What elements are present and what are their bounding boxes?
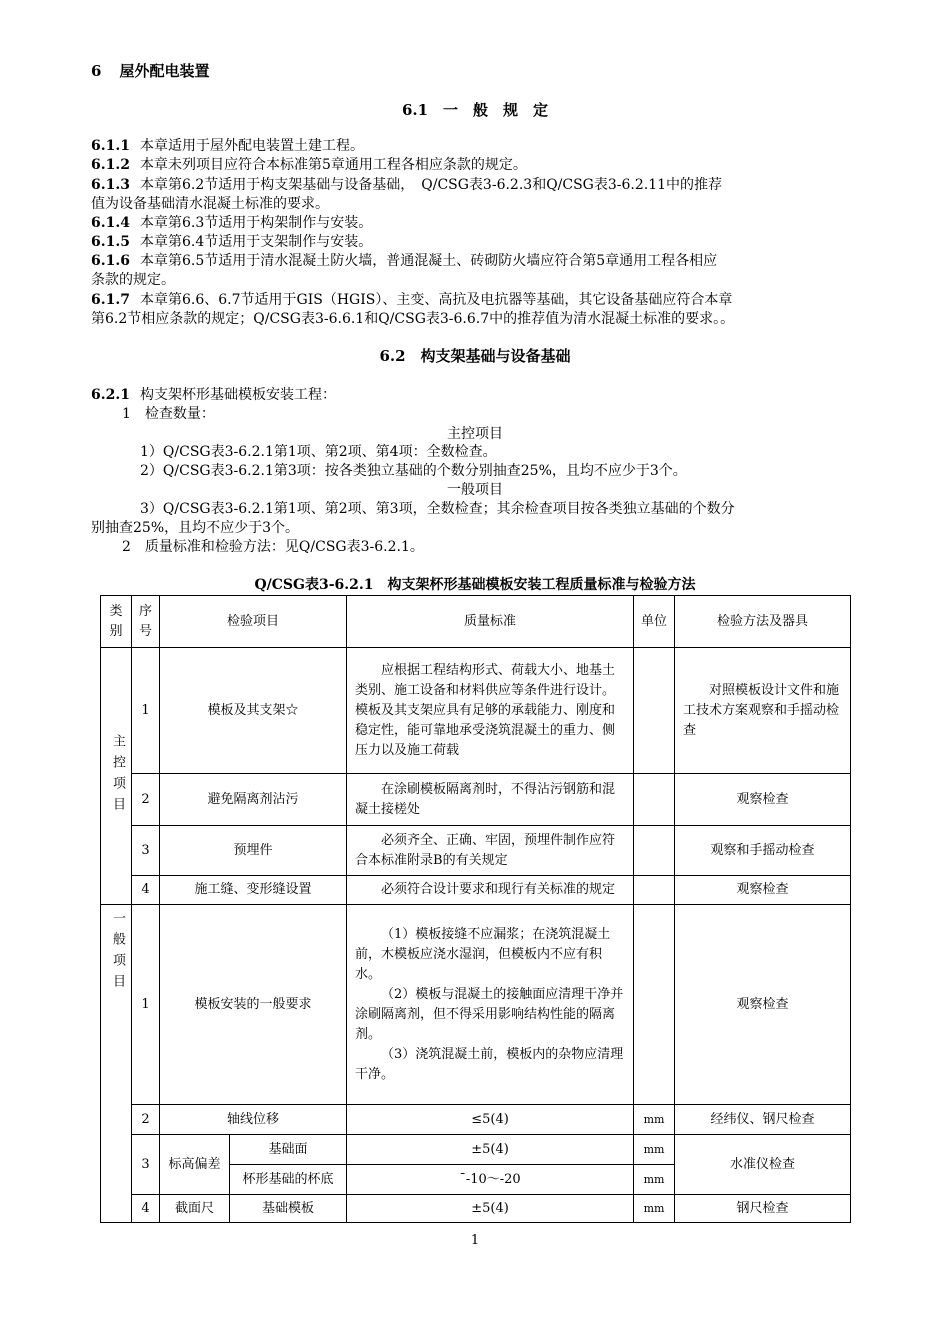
main-item-2: 2）Q/CSG表3-6.2.1第3项：按各类独立基础的个数分别抽查25%，且均不应少于3个。: [140, 463, 687, 479]
main-item-1: 1）Q/CSG表3-6.2.1第1项、第2项、第4项：全数检查。: [140, 444, 497, 460]
clause-number: 6.2.1: [91, 387, 130, 403]
row-seq: 1: [132, 905, 160, 1105]
clause-number: 6.1.6: [91, 253, 130, 269]
row-item: 截面尺: [160, 1195, 230, 1223]
clause-text: 本章未列项目应符合本标准第5章通用工程各相应条款的规定。: [139, 157, 527, 173]
table-header-row: [101, 596, 851, 648]
header-unit: 单位: [634, 596, 675, 648]
clause-6-1-1: [91, 137, 859, 155]
clause-text: 本章适用于屋外配电装置土建工程。: [139, 138, 364, 154]
clause-6-1-3: [91, 176, 859, 194]
quality-standard-note: 2 质量标准和检验方法：见Q/CSG表3-6.2.1。: [122, 539, 424, 555]
clause-6-1-7: [91, 291, 859, 309]
clause-text: 本章第6.3节适用于构架制作与安装。: [139, 215, 373, 231]
quality-standard-table: [100, 595, 851, 1223]
clause-number: 6.1.4: [91, 215, 130, 231]
row-seq: 2: [132, 774, 160, 826]
general-item-3-cont: 别抽查25%，且均不应少于3个。: [91, 520, 300, 536]
general-item-3: 3）Q/CSG表3-6.2.1第1项、第2项、第3项，全数检查；其余检查项目按各类独立基础的个数分: [140, 501, 735, 517]
clause-text: 本章第6.5节适用于清水混凝土防火墙，普通混凝土、砖砌防火墙应符合第5章通用工程各相应: [139, 253, 718, 269]
row-seq: 2: [132, 1105, 160, 1135]
page-number: 1: [470, 1233, 480, 1248]
standard-point-2: （2）模板与混凝土的接触面应清理干净并涂刷隔离剂，但不得采用影响结构性能的隔离剂。: [355, 986, 624, 1042]
clause-6-1-7-cont: 第6.2节相应条款的规定；Q/CSG表3-6.6.1和Q/CSG表3-6.6.7中的推荐值为清水混凝土标准的要求。。: [91, 311, 735, 327]
section-6-2-title: 6.2 构支架基础与设备基础: [379, 347, 571, 365]
row-unit: mm: [634, 1105, 675, 1135]
header-category: 类别: [101, 596, 132, 648]
row-unit: [634, 826, 675, 876]
chapter-title: 屋外配电装置: [119, 62, 210, 80]
category-general-label: 一般项目: [110, 911, 125, 995]
row-method: 对照模板设计文件和施工技术方案观察和手摇动检查: [675, 648, 851, 774]
row-subitem: 基础面: [230, 1135, 347, 1165]
table-row: [101, 1195, 851, 1223]
row-standard: ≤5(4): [347, 1105, 634, 1135]
row-method: 观察检查: [675, 876, 851, 905]
row-method: 观察检查: [675, 774, 851, 826]
row-method: 钢尺检查: [675, 1195, 851, 1223]
table-row: [101, 1105, 851, 1135]
row-item: 模板安装的一般要求: [160, 905, 347, 1105]
row-standard: [347, 905, 634, 1105]
clause-6-1-6-cont: 条款的规定。: [91, 272, 175, 288]
row-unit: mm: [634, 1135, 675, 1165]
row-item: 模板及其支架☆: [160, 648, 347, 774]
chapter-number: 6: [91, 62, 102, 80]
row-unit: [634, 876, 675, 905]
row-standard: 必须齐全、正确、牢固，预埋件制作应符合本标准附录B的有关规定: [347, 826, 634, 876]
clause-6-1-2: [91, 156, 859, 174]
row-seq: 4: [132, 1195, 160, 1223]
row-unit: [634, 774, 675, 826]
row-unit: mm: [634, 1165, 675, 1195]
row-seq: 1: [132, 648, 160, 774]
row-standard: 在涂刷模板隔离剂时，不得沾污钢筋和混凝土接槎处: [347, 774, 634, 826]
row-standard: 应根据工程结构形式、荷载大小、地基土类别、施工设备和材料供应等条件进行设计。模板及其支架应具有足够的承载能力、刚度和稳定性，能可靠地承受浇筑混凝土的重力、侧压力以及施工荷载: [347, 648, 634, 774]
row-standard: ˉ-10～-20: [347, 1165, 634, 1195]
clause-6-2-1: [91, 386, 859, 404]
table-row: [101, 648, 851, 774]
table-caption: Q/CSG表3-6.2.1 构支架杯形基础模板安装工程质量标准与检验方法: [254, 577, 696, 593]
inspection-quantity: 1 检查数量：: [122, 406, 215, 422]
row-standard: ±5(4): [347, 1195, 634, 1223]
clause-number: 6.1.1: [91, 138, 130, 154]
clause-number: 6.1.3: [91, 177, 130, 193]
table-row: [101, 876, 851, 905]
table-row: [101, 1135, 851, 1165]
row-standard: 必须符合设计要求和现行有关标准的规定: [347, 876, 634, 905]
section-6-1-title: 6.1 一 般 规 定: [401, 101, 549, 119]
clause-text: 本章第6.4节适用于支架制作与安装。: [139, 234, 373, 250]
row-standard: ±5(4): [347, 1135, 634, 1165]
row-item: 施工缝、变形缝设置: [160, 876, 347, 905]
row-subitem: 杯形基础的杯底: [230, 1165, 347, 1195]
row-method: 观察和手摇动检查: [675, 826, 851, 876]
header-seq: 序号: [132, 596, 160, 648]
row-method: 水准仪检查: [675, 1135, 851, 1195]
row-unit: mm: [634, 1195, 675, 1223]
clause-text: 构支架杯形基础模板安装工程：: [139, 387, 336, 403]
table-row: [101, 905, 851, 1105]
header-item: 检验项目: [160, 596, 347, 648]
clause-text: 本章第6.6、6.7节适用于GIS（HGIS）、主变、高抗及电抗器等基础，其它设备基础应符合本章: [139, 292, 733, 308]
clause-text: 本章第6.2节适用于构支架基础与设备基础， Q/CSG表3-6.2.3和Q/CSG表3-6.2.11中的推荐: [139, 177, 723, 193]
row-method: 经纬仪、钢尺检查: [675, 1105, 851, 1135]
table-row: [101, 774, 851, 826]
row-item: 轴线位移: [160, 1105, 347, 1135]
clause-6-1-5: [91, 233, 859, 251]
row-method: 观察检查: [675, 905, 851, 1105]
row-seq: 3: [132, 1135, 160, 1195]
row-unit: [634, 648, 675, 774]
row-seq: 4: [132, 876, 160, 905]
category-general: [101, 905, 132, 1223]
row-item: 标高偏差: [160, 1135, 230, 1195]
standard-point-3: （3）浇筑混凝土前，模板内的杂物应清理干净。: [355, 1046, 624, 1082]
table-row: [101, 826, 851, 876]
clause-6-1-4: [91, 214, 859, 232]
clause-6-1-6: [91, 252, 859, 270]
clause-6-1-3-cont: 值为设备基础清水混凝土标准的要求。: [91, 196, 329, 212]
standard-point-1: （1）模板接缝不应漏浆；在浇筑混凝土前，木模板应浇水湿润，但模板内不应有积水。: [355, 926, 611, 982]
header-method: 检验方法及器具: [675, 596, 851, 648]
row-unit: [634, 905, 675, 1105]
category-main: [101, 648, 132, 905]
row-subitem: 基础模板: [230, 1195, 347, 1223]
general-items-heading: 一般项目: [447, 482, 503, 498]
clause-number: 6.1.2: [91, 157, 130, 173]
row-item: 避免隔离剂沾污: [160, 774, 347, 826]
category-main-label: 主控项目: [110, 734, 125, 818]
row-seq: 3: [132, 826, 160, 876]
header-standard: 质量标准: [347, 596, 634, 648]
chapter-heading: [91, 62, 859, 80]
clause-number: 6.1.5: [91, 234, 130, 250]
row-item: 预埋件: [160, 826, 347, 876]
clause-number: 6.1.7: [91, 292, 130, 308]
main-items-heading: 主控项目: [447, 426, 503, 442]
